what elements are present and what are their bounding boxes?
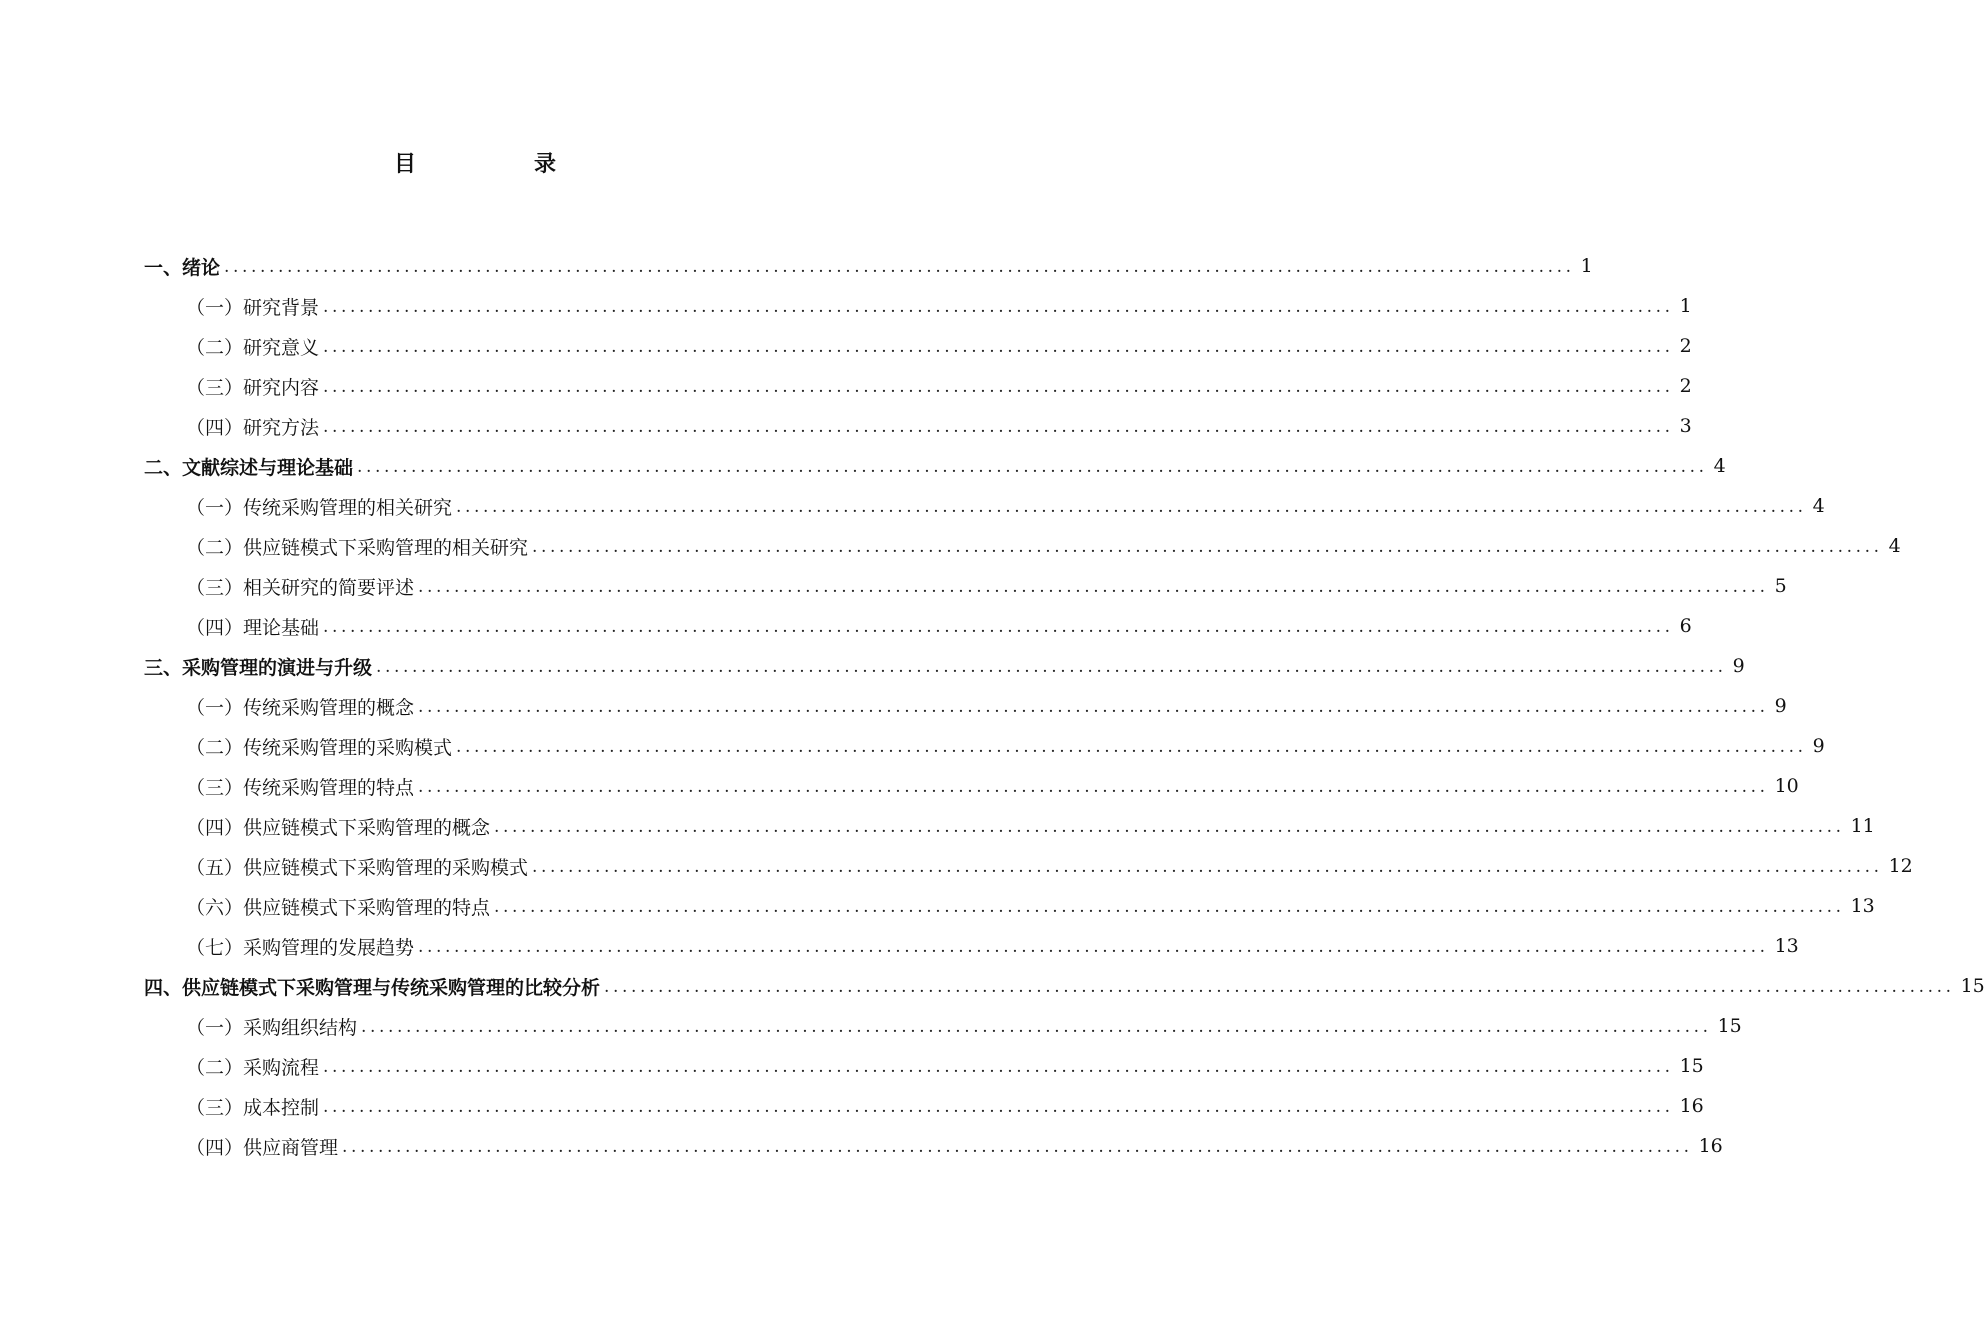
toc-dot-leader: ...................................................................................................................................................... bbox=[494, 817, 1845, 837]
toc-section-entry[interactable] bbox=[0, 526, 1901, 566]
toc-entry-label: （四）理论基础 bbox=[186, 616, 320, 639]
page-title: 目 录 bbox=[393, 152, 604, 177]
toc-section-entry[interactable] bbox=[0, 1046, 1704, 1086]
toc-dot-leader: ...................................................................................................................................................... bbox=[418, 777, 1769, 797]
toc-entry-label: （四）供应链模式下采购管理的概念 bbox=[186, 816, 491, 839]
table-of-contents bbox=[0, 246, 1985, 1166]
toc-page-number: 6 bbox=[1679, 615, 1692, 637]
toc-dot-leader: ...................................................................................................................................................... bbox=[357, 457, 1708, 477]
toc-page-number: 16 bbox=[1679, 1095, 1704, 1117]
toc-page-number: 1 bbox=[1679, 295, 1692, 317]
toc-page-number: 9 bbox=[1732, 655, 1745, 677]
toc-dot-leader: ...................................................................................................................................................... bbox=[224, 257, 1575, 277]
toc-page-number: 11 bbox=[1850, 815, 1875, 837]
toc-section-entry[interactable] bbox=[0, 1086, 1704, 1126]
toc-dot-leader: ...................................................................................................................................................... bbox=[323, 617, 1674, 637]
toc-page-number: 1 bbox=[1580, 255, 1593, 277]
toc-page-number: 3 bbox=[1679, 415, 1692, 437]
toc-page-number: 12 bbox=[1888, 855, 1913, 877]
toc-page-number: 15 bbox=[1960, 975, 1985, 997]
toc-page-number: 2 bbox=[1679, 375, 1692, 397]
toc-entry-label: （三）研究内容 bbox=[186, 376, 320, 399]
toc-chapter-entry[interactable] bbox=[0, 446, 1726, 486]
toc-section-entry[interactable] bbox=[0, 286, 1692, 326]
toc-page-number: 16 bbox=[1698, 1135, 1723, 1157]
toc-section-entry[interactable] bbox=[0, 406, 1692, 446]
toc-section-entry[interactable] bbox=[0, 686, 1787, 726]
toc-chapter-entry[interactable] bbox=[0, 966, 1985, 1006]
toc-dot-leader: ...................................................................................................................................................... bbox=[342, 1137, 1693, 1157]
toc-entry-label: （四）研究方法 bbox=[186, 416, 320, 439]
toc-entry-label: （六）供应链模式下采购管理的特点 bbox=[186, 896, 491, 919]
toc-page-number: 13 bbox=[1774, 935, 1799, 957]
toc-entry-label: （三）成本控制 bbox=[186, 1096, 320, 1119]
toc-dot-leader: ...................................................................................................................................................... bbox=[494, 897, 1845, 917]
toc-entry-label: （一）传统采购管理的概念 bbox=[186, 696, 415, 719]
toc-entry-label: 二、文献综述与理论基础 bbox=[144, 456, 354, 479]
toc-dot-leader: ...................................................................................................................................................... bbox=[323, 1097, 1674, 1117]
toc-chapter-entry[interactable] bbox=[0, 246, 1593, 286]
toc-page-number: 13 bbox=[1850, 895, 1875, 917]
toc-dot-leader: ...................................................................................................................................................... bbox=[323, 417, 1674, 437]
toc-dot-leader: ...................................................................................................................................................... bbox=[323, 377, 1674, 397]
toc-section-entry[interactable] bbox=[0, 926, 1799, 966]
toc-section-entry[interactable] bbox=[0, 1006, 1742, 1046]
toc-entry-label: （二）研究意义 bbox=[186, 336, 320, 359]
toc-section-entry[interactable] bbox=[0, 606, 1692, 646]
toc-entry-label: （七）采购管理的发展趋势 bbox=[186, 936, 415, 959]
toc-entry-label: （五）供应链模式下采购管理的采购模式 bbox=[186, 856, 529, 879]
toc-section-entry[interactable] bbox=[0, 766, 1799, 806]
toc-section-entry[interactable] bbox=[0, 566, 1787, 606]
toc-page-number: 4 bbox=[1812, 495, 1825, 517]
toc-entry-label: （四）供应商管理 bbox=[186, 1136, 339, 1159]
toc-section-entry[interactable] bbox=[0, 366, 1692, 406]
toc-dot-leader: ...................................................................................................................................................... bbox=[323, 1057, 1674, 1077]
toc-entry-label: 三、采购管理的演进与升级 bbox=[144, 656, 373, 679]
toc-page-number: 9 bbox=[1812, 735, 1825, 757]
toc-page-number: 5 bbox=[1774, 575, 1787, 597]
toc-page-number: 4 bbox=[1888, 535, 1901, 557]
toc-section-entry[interactable] bbox=[0, 886, 1875, 926]
toc-page-number: 4 bbox=[1713, 455, 1726, 477]
toc-dot-leader: ...................................................................................................................................................... bbox=[323, 297, 1674, 317]
toc-entry-label: （二）采购流程 bbox=[186, 1056, 320, 1079]
toc-entry-label: （一）研究背景 bbox=[186, 296, 320, 319]
toc-section-entry[interactable] bbox=[0, 1126, 1723, 1166]
toc-entry-label: （一）采购组织结构 bbox=[186, 1016, 358, 1039]
toc-page-number: 15 bbox=[1717, 1015, 1742, 1037]
toc-section-entry[interactable] bbox=[0, 326, 1692, 366]
toc-entry-label: 一、绪论 bbox=[144, 256, 221, 279]
toc-page-number: 2 bbox=[1679, 335, 1692, 357]
toc-entry-label: （一）传统采购管理的相关研究 bbox=[186, 496, 453, 519]
toc-dot-leader: ...................................................................................................................................................... bbox=[532, 537, 1883, 557]
toc-dot-leader: ...................................................................................................................................................... bbox=[418, 697, 1769, 717]
toc-entry-label: （二）供应链模式下采购管理的相关研究 bbox=[186, 536, 529, 559]
toc-dot-leader: ...................................................................................................................................................... bbox=[456, 497, 1807, 517]
toc-page-number: 10 bbox=[1774, 775, 1799, 797]
toc-dot-leader: ...................................................................................................................................................... bbox=[456, 737, 1807, 757]
toc-entry-label: （二）传统采购管理的采购模式 bbox=[186, 736, 453, 759]
toc-section-entry[interactable] bbox=[0, 846, 1913, 886]
toc-entry-label: 四、供应链模式下采购管理与传统采购管理的比较分析 bbox=[144, 976, 601, 999]
toc-page-number: 15 bbox=[1679, 1055, 1704, 1077]
toc-dot-leader: ...................................................................................................................................................... bbox=[418, 937, 1769, 957]
toc-dot-leader: ...................................................................................................................................................... bbox=[604, 977, 1955, 997]
toc-dot-leader: ...................................................................................................................................................... bbox=[376, 657, 1727, 677]
toc-page-number: 9 bbox=[1774, 695, 1787, 717]
toc-dot-leader: ...................................................................................................................................................... bbox=[323, 337, 1674, 357]
toc-entry-label: （三）相关研究的简要评述 bbox=[186, 576, 415, 599]
toc-entry-label: （三）传统采购管理的特点 bbox=[186, 776, 415, 799]
toc-section-entry[interactable] bbox=[0, 486, 1825, 526]
toc-dot-leader: ...................................................................................................................................................... bbox=[361, 1017, 1712, 1037]
toc-section-entry[interactable] bbox=[0, 726, 1825, 766]
toc-section-entry[interactable] bbox=[0, 806, 1875, 846]
toc-dot-leader: ...................................................................................................................................................... bbox=[418, 577, 1769, 597]
toc-dot-leader: ...................................................................................................................................................... bbox=[532, 857, 1883, 877]
toc-chapter-entry[interactable] bbox=[0, 646, 1745, 686]
